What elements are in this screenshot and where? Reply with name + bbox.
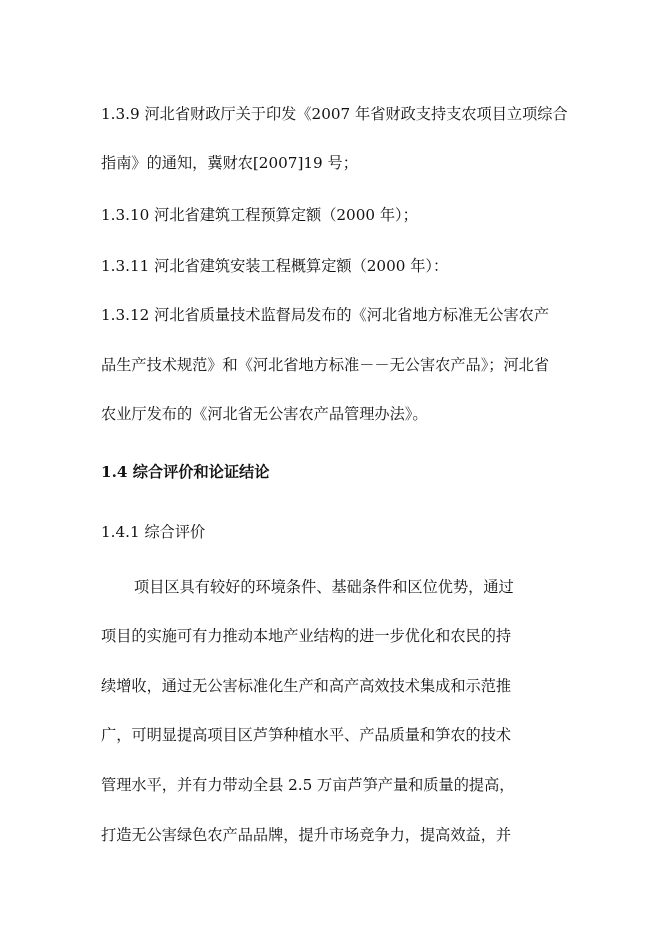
- reference-1-3-10: 1.3.10 河北省建筑工程预算定额（2000 年）；: [101, 206, 418, 224]
- body-line-6: 打造无公害绿色农产品品牌，提升市场竞争力，提高效益，并: [101, 826, 512, 844]
- section-heading: 1.4 综合评价和论证结论: [101, 463, 270, 481]
- reference-1-3-9-line-2: 指南》的通知，冀财农[2007]19 号；: [101, 154, 358, 172]
- subsection-heading: 1.4.1 综合评价: [101, 523, 206, 541]
- body-line-1: 项目区具有较好的环境条件、基础条件和区位优势，通过: [134, 578, 514, 596]
- reference-1-3-12-line-3: 农业厅发布的《河北省无公害农产品管理办法》。: [101, 405, 428, 423]
- reference-1-3-9-line-1: 1.3.9 河北省财政厅关于印发《2007 年省财政支持支农项目立项综合: [101, 105, 568, 123]
- body-line-5: 管理水平，并有力带动全县 2.5 万亩芦笋产量和质量的提高，: [101, 776, 515, 794]
- body-line-3: 续增收，通过无公害标准化生产和高产高效技术集成和示范推: [101, 677, 512, 695]
- reference-1-3-11: 1.3.11 河北省建筑安装工程概算定额（2000 年）：: [101, 257, 449, 275]
- body-line-2: 项目的实施可有力推动本地产业结构的进一步优化和农民的持: [101, 627, 512, 645]
- reference-1-3-12-line-2: 品生产技术规范》和《河北省地方标准－－无公害农产品》；河北省: [101, 356, 550, 374]
- reference-1-3-12-line-1: 1.3.12 河北省质量技术监督局发布的《河北省地方标准无公害农产: [101, 306, 550, 324]
- body-line-4: 广，可明显提高项目区芦笋种植水平、产品质量和笋农的技术: [101, 726, 512, 744]
